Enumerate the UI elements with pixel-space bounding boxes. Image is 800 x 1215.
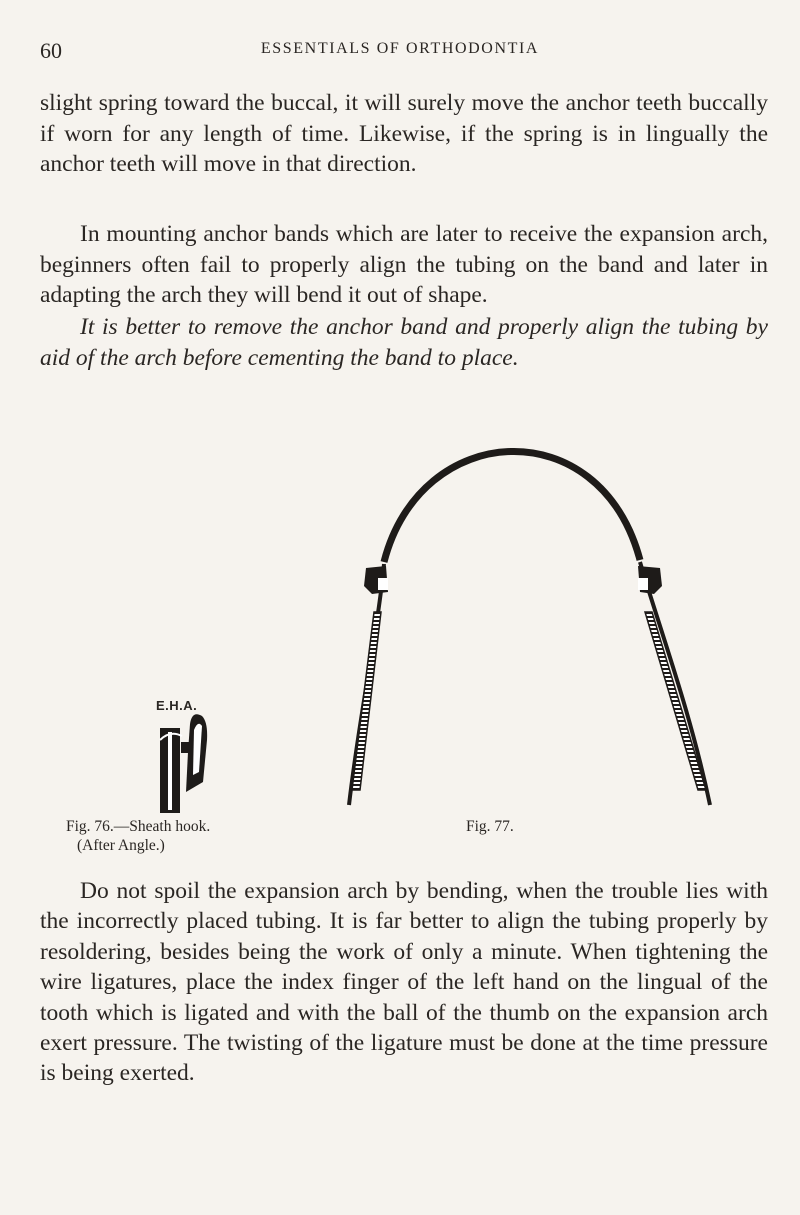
expansion-arch-illustration bbox=[349, 451, 710, 805]
page-number: 60 bbox=[40, 38, 62, 63]
paragraph-1: slight spring toward the buccal, it will surely move the anchor teeth buccally if worn for any length of time. Likewise, if the spring is in lingually the anchor teeth will move in that direction. bbox=[40, 90, 768, 178]
paragraph-2: In mounting anchor bands which are later to receive the expansion arch, beginners often fail to properly align the tubing on the band and later in adapting the arch they will bend it out of shape. bbox=[40, 221, 768, 309]
page-header bbox=[40, 38, 760, 68]
paragraph-4: Do not spoil the expansion arch by bending, when the trouble lies with the incorrectly placed tubing. It is far better to align the tubing properly by resoldering, besides being the work of only a minute. When tightening the wire ligatures, place the index finger of the left hand on the lingual of the tooth which is ligated and with the ball of the thumb on the expansion arch exert pressure. The twisting of the ligature must be done at the time pressure is being exerted. bbox=[40, 878, 768, 1087]
figure-77-caption: Fig. 77. bbox=[466, 818, 514, 835]
figure-76-credit: (After Angle.) bbox=[77, 837, 165, 854]
figure-area bbox=[0, 380, 800, 854]
sheath-hook-illustration bbox=[160, 714, 207, 813]
paragraph-3-italic: It is better to remove the anchor band and properly align the tubing by aid of the arch before cementing the band to place. bbox=[40, 314, 768, 371]
running-head: ESSENTIALS OF ORTHODONTIA bbox=[260, 40, 540, 57]
figure-illustrations bbox=[0, 380, 800, 850]
figure-76-caption: Fig. 76.—Sheath hook. bbox=[66, 818, 211, 835]
figure-76-label: E.H.A. bbox=[156, 698, 198, 713]
